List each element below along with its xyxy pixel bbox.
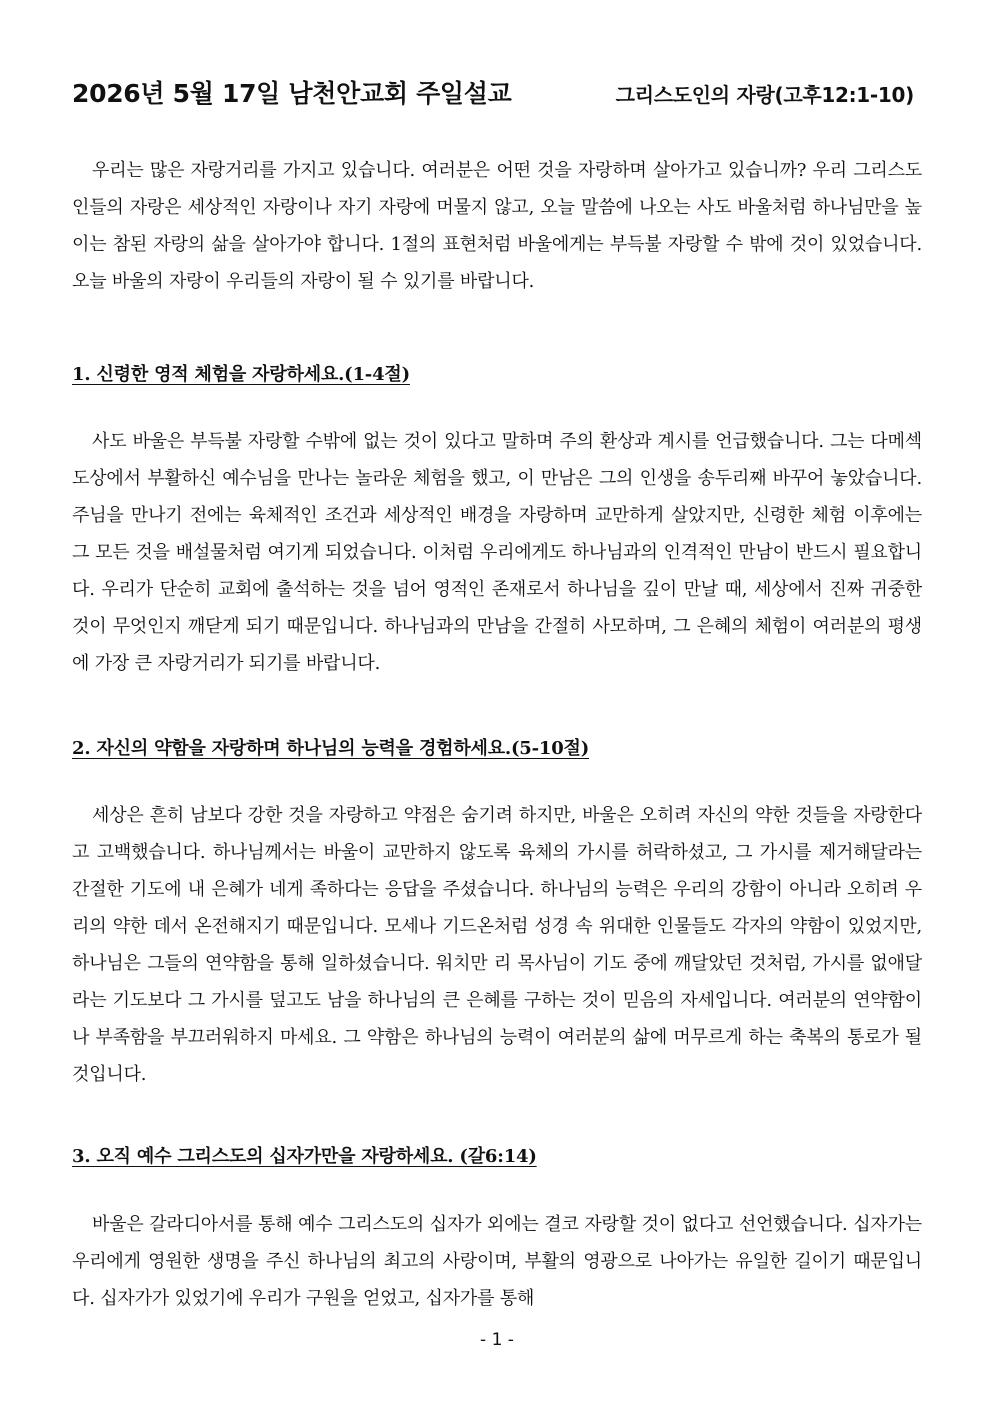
page-header xyxy=(72,74,922,114)
page-number: - 1 - xyxy=(480,1330,514,1350)
sermon-subject: 그리스도인의 자랑(고후12:1-10) xyxy=(615,83,914,107)
section-body-1: 사도 바울은 부득불 자랑할 수밖에 없는 것이 있다고 말하며 주의 환상과 계시를 언급했습니다. 그는 다메섹 도상에서 부활하신 예수님을 만나는 놀라운 체험을 했고, 이 만남은 그의 인생을 송두리째 바꾸어 놓았습니다. 주님을 만나기 전에는 육체적인 조건과 세상적인 배경을 자랑하며 교만하게 살았지만, 신령한 체험 이후에는 그 모든 것을 배설물처럼 여기게 되었습니다. 이처럼 우리에게도 하나님과의 인격적인 만남이 반드시 필요합니다. 우리가 단순히 교회에 출석하는 것을 넘어 영적인 존재로서 하나님을 깊이 만날 때, 세상에서 진짜 귀중한 것이 무엇인지 깨닫게 되기 때문입니다. 하나님과의 만남을 간절히 사모하며, 그 은혜의 체험이 여러분의 평생에 가장 큰 자랑거리가 되기를 바랍니다. xyxy=(72,431,922,674)
document-page xyxy=(72,0,922,1403)
section-heading-2: 2. 자신의 약함을 자랑하며 하나님의 능력을 경험하세요.(5-10절) xyxy=(72,738,590,759)
sermon-date-title: 2026년 5월 17일 남천안교회 주일설교 xyxy=(72,79,512,108)
intro-paragraph: 우리는 많은 자랑거리를 가지고 있습니다. 여러분은 어떤 것을 자랑하며 살아가고 있습니까? 우리 그리스도인들의 자랑은 세상적인 자랑이나 자기 자랑에 머물지 않고, 오늘 말씀에 나오는 사도 바울처럼 하나님만을 높이는 참된 자랑의 삶을 살아가야 합니다. 1절의 표현처럼 바울에게는 부득불 자랑할 수 밖에 것이 있었습니다. 오늘 바울의 자랑이 우리들의 자랑이 될 수 있기를 바랍니다. xyxy=(72,160,922,292)
section-heading-1: 1. 신령한 영적 체험을 자랑하세요.(1-4절) xyxy=(72,364,410,385)
section-body-2: 세상은 흔히 남보다 강한 것을 자랑하고 약점은 숨기려 하지만, 바울은 오히려 자신의 약한 것들을 자랑한다고 고백했습니다. 하나님께서는 바울이 교만하지 않도록 육체의 가시를 허락하셨고, 그 가시를 제거해달라는 간절한 기도에 내 은혜가 네게 족하다는 응답을 주셨습니다. 하나님의 능력은 우리의 강함이 아니라 오히려 우리의 약한 데서 온전해지기 때문입니다. 모세나 기드온처럼 성경 속 위대한 인물들도 각자의 약함이 있었지만, 하나님은 그들의 연약함을 통해 일하셨습니다. 워치만 리 목사님이 기도 중에 깨달았던 것처럼, 가시를 없애달라는 기도보다 그 가시를 덮고도 남을 하나님의 큰 은혜를 구하는 것이 믿음의 자세입니다. 여러분의 연약함이나 부족함을 부끄러워하지 마세요. 그 약함은 하나님의 능력이 여러분의 삶에 머무르게 하는 축복의 통로가 될 것입니다. xyxy=(72,805,922,1085)
section-body-3: 바울은 갈라디아서를 통해 예수 그리스도의 십자가 외에는 결코 자랑할 것이 없다고 선언했습니다. 십자가는 우리에게 영원한 생명을 주신 하나님의 최고의 사랑이며, 부활의 영광으로 나아가는 유일한 길이기 때문입니다. 십자가가 있었기에 우리가 구원을 얻었고, 십자가를 통해 xyxy=(72,1214,922,1309)
section-heading-3: 3. 오직 예수 그리스도의 십자가만을 자랑하세요. (갈6:14) xyxy=(72,1146,537,1167)
